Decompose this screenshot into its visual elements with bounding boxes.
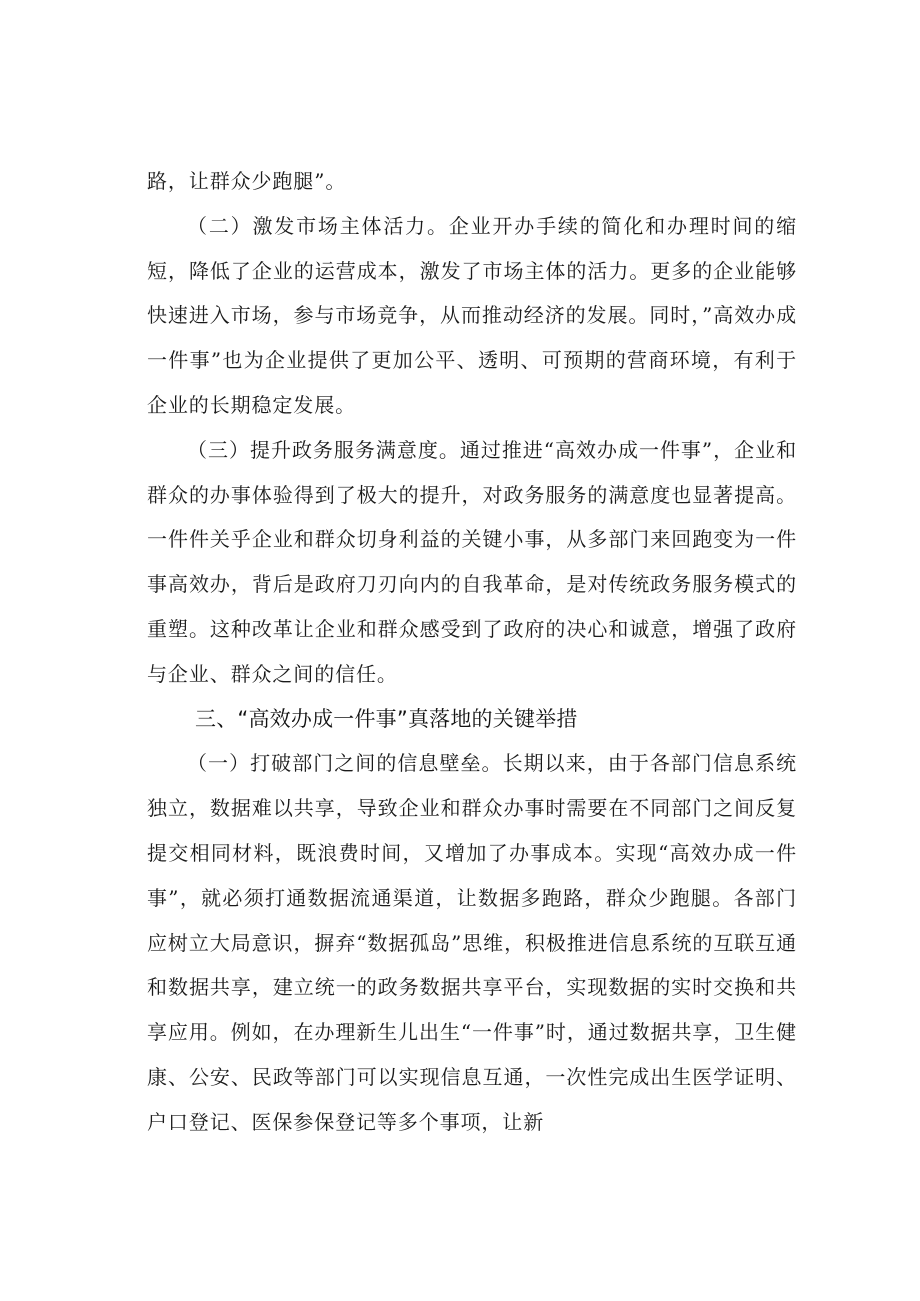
paragraph-continuation: 路，让群众少跑腿”。 bbox=[147, 169, 347, 193]
paragraph-stimulate-market-vitality: （二）激发市场主体活力。企业开办手续的简化和办理时间的缩短，降低了企业的运营成本，激发了市场主体的活力。更多的企业能够快速进入市场，参与市场竞争，从而推动经济的发展。同时，”高效办成一件事”也为企业提供了更加公平、透明、可预期的营商环境，有利于企业的长期稳定发展。 bbox=[147, 213, 797, 417]
paragraph-break-info-barriers: （一）打破部门之间的信息壁垒。长期以来，由于各部门信息系统独立，数据难以共享，导致企业和群众办事时需要在不同部门之间反复提交相同材料，既浪费时间，又增加了办事成本。实现“高效办成一件事”，就必须打通数据流通渠道，让数据多跑路，群众少跑腿。各部门应树立大局意识，摒弃“数据孤岛”思维，积极推进信息系统的互联互通和数据共享，建立统一的政务数据共享平台，实现数据的实时交换和共享应用。例如，在办理新生儿出生“一件事”时，通过数据共享，卫生健康、公安、民政等部门可以实现信息互通，一次性完成出生医学证明、户口登记、医保参保登记等多个事项，让新 bbox=[147, 751, 797, 1134]
paragraph-improve-satisfaction: （三）提升政务服务满意度。通过推进“高效办成一件事”，企业和群众的办事体验得到了极大的提升，对政务服务的满意度也显著提高。一件件关乎企业和群众切身利益的关键小事，从多部门来回跑变为一件事高效办，背后是政府刀刃向内的自我革命，是对传统政务服务模式的重塑。这种改革让企业和群众感受到了政府的决心和诚意，增强了政府与企业、群众之间的信任。 bbox=[147, 437, 797, 686]
section-heading: 三、“高效办成一件事”真落地的关键举措 bbox=[195, 706, 578, 731]
document-body bbox=[147, 159, 797, 1145]
